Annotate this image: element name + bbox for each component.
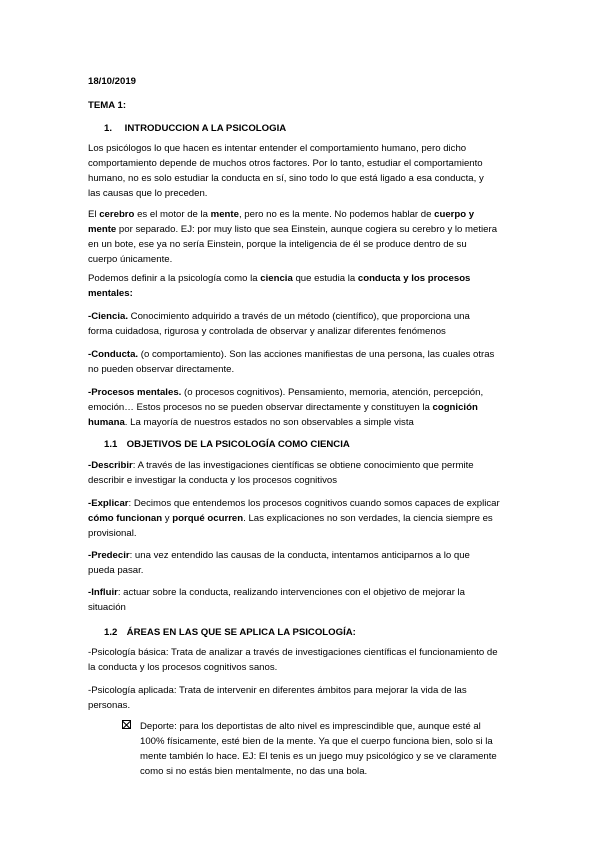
section-number: 1.1	[104, 439, 118, 450]
text-line	[88, 309, 518, 324]
bold-term: cuerpo y	[434, 209, 475, 220]
text: Podemos definir a la psicología como la	[88, 273, 261, 284]
bold-term: mente	[88, 224, 117, 235]
section-number: 1.	[104, 123, 113, 134]
text: emoción… Estos procesos no se pueden observar directamente y constituyen la	[88, 402, 433, 413]
text: y	[162, 513, 173, 524]
text-line: pueda pasar.	[88, 565, 144, 576]
text: El	[88, 209, 100, 220]
objective-predecir	[88, 548, 518, 578]
section-1-1-heading	[104, 437, 534, 452]
text-line	[88, 511, 518, 526]
text-line: como si no estás bien mentalmente, no das una bola.	[140, 766, 368, 777]
text-line: las causas que lo preceden.	[88, 188, 208, 199]
section-1-heading	[104, 121, 534, 136]
section-1-2-heading	[104, 625, 534, 640]
text-line: en un bote, ese ya no sería Einstein, porque la inteligencia de él se produce dentro de su	[88, 239, 467, 250]
text-line: 100% físicamente, esté bien de la mente. Ya que el cuerpo funciona bien, solo si la	[140, 736, 493, 747]
bold-term: mente	[210, 209, 239, 220]
date: 18/10/2019	[88, 76, 137, 87]
text: (o comportamiento). Son las acciones manifiestas de una persona, las cuales otras	[138, 349, 495, 360]
section-title: ÁREAS EN LAS QUE SE APLICA LA PSICOLOGÍA:	[126, 627, 356, 638]
bold-term: -Procesos mentales.	[88, 387, 182, 398]
objective-influir	[88, 585, 518, 615]
text-line: personas.	[88, 700, 131, 711]
paragraph-cerebro	[88, 207, 518, 267]
text-line: no pueden observar directamente.	[88, 364, 235, 375]
definition-ciencia	[88, 309, 518, 339]
definition-procesos	[88, 385, 518, 430]
bold-term: y	[400, 273, 412, 284]
text-line: forma cuidadosa, rigurosa y controlada de observar y analizar diferentes fenómenos	[88, 326, 446, 337]
area-psicologia-basica	[88, 645, 518, 675]
section-title: INTRODUCCION A LA PSICOLOGIA	[124, 123, 287, 134]
text: que estudia la	[292, 273, 358, 284]
bold-term: -Describir	[88, 460, 133, 471]
text: : A través de las investigaciones científicas se obtiene conocimiento que permite	[132, 460, 474, 471]
text: : actuar sobre la conducta, realizando intervenciones con el objetivo de mejorar la	[117, 587, 466, 598]
bold-term: -Influir	[88, 587, 118, 598]
bold-term: -Ciencia.	[88, 311, 128, 322]
text-line: la conducta y los procesos cognitivos sanos.	[88, 662, 278, 673]
bold-term: -Explicar	[88, 498, 129, 509]
bold-term: porqué ocurren	[172, 513, 244, 524]
paragraph-definicion	[88, 271, 518, 301]
text-line	[88, 400, 518, 415]
text: . Las explicaciones no son verdades, la ciencia siempre es	[243, 513, 493, 524]
area-psicologia-aplicada	[88, 683, 518, 713]
text-line	[88, 207, 518, 222]
text-line	[88, 347, 518, 362]
text: , pero no es la mente. No podemos hablar de	[238, 209, 435, 220]
text-line	[88, 458, 518, 473]
checkbox-bullet-icon	[122, 720, 131, 729]
paragraph-intro	[88, 141, 518, 201]
bold-term: cognición	[432, 402, 478, 413]
text: por separado. EJ: por muy listo que sea Einstein, aunque cogiera su cerebro y lo metiera	[116, 224, 498, 235]
section-title: OBJETIVOS DE LA PSICOLOGÍA COMO CIENCIA	[126, 439, 350, 450]
text: es el motor de la	[134, 209, 211, 220]
text-line	[88, 548, 518, 563]
text-line: mente también lo hace. EJ: El tenis es un juego muy psicológico y se ve claramente	[140, 751, 497, 762]
text: . La mayoría de nuestros estados no son observables a simple vista	[124, 417, 414, 428]
text-line: mentales:	[88, 288, 133, 299]
bold-term: cerebro	[99, 209, 135, 220]
text-line	[88, 415, 518, 430]
text-line	[88, 222, 518, 237]
text-line	[88, 271, 518, 286]
text-line	[88, 385, 518, 400]
bold-term: humana	[88, 417, 125, 428]
text-line: situación	[88, 602, 126, 613]
text-line	[88, 585, 518, 600]
text-line: describir e investigar la conducta y los procesos cognitivos	[88, 475, 338, 486]
text-line: Los psicólogos lo que hacen es intentar entender el comportamiento humano, pero dicho	[88, 143, 467, 154]
text-line: cuerpo únicamente.	[88, 254, 173, 265]
bold-term: conducta	[357, 273, 401, 284]
bold-term: -Conducta.	[88, 349, 139, 360]
text: : Decimos que entendemos los procesos cognitivos cuando somos capaces de explicar	[128, 498, 500, 509]
bold-term: ciencia	[260, 273, 293, 284]
text-line	[88, 496, 518, 511]
text-line: humano, no es solo estudiar la conducta en sí, sino todo lo que está ligado a esa conducta, y	[88, 173, 484, 184]
bold-term: cómo funcionan	[88, 513, 163, 524]
bold-term: -Predecir	[88, 550, 130, 561]
text-line: -Psicología aplicada: Trata de intervenir en diferentes ámbitos para mejorar la vida de las	[88, 685, 467, 696]
bold-term: los procesos	[411, 273, 471, 284]
text-line: -Psicología básica: Trata de analizar a través de investigaciones científicas el funcionamiento de	[88, 647, 498, 658]
list-item-deporte	[140, 719, 570, 779]
text: : una vez entendido las causas de la conducta, intentamos anticiparnos a lo que	[129, 550, 470, 561]
text-line: comportamiento depende de muchos otros factores. Por lo tanto, estudiar el comportamiento	[88, 158, 483, 169]
tema-heading: TEMA 1:	[88, 100, 127, 111]
definition-conducta	[88, 347, 518, 377]
text: (o procesos cognitivos). Pensamiento, memoria, atención, percepción,	[181, 387, 484, 398]
text-line: Deporte: para los deportistas de alto nivel es imprescindible que, aunque esté al	[140, 721, 481, 732]
objective-describir	[88, 458, 518, 488]
text-line: provisional.	[88, 528, 137, 539]
objective-explicar	[88, 496, 518, 541]
text: Conocimiento adquirido a través de un método (científico), que proporciona una	[128, 311, 470, 322]
section-number: 1.2	[104, 627, 118, 638]
